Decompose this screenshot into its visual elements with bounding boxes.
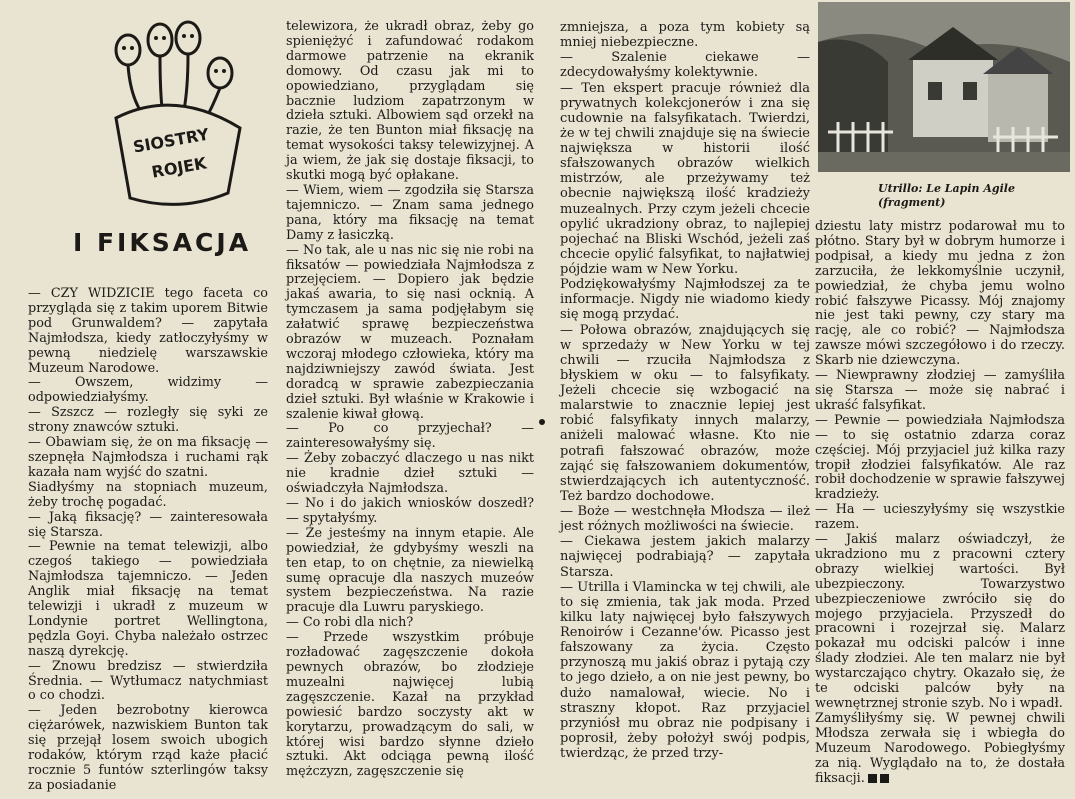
paragraph: — Ha — ucieszyłyśmy się wszystkie razem. <box>815 502 1065 533</box>
paragraph: — Ciekawa jestem jakich malarzy najwięcej podrabiają? — zapytała Starsza. <box>560 534 810 580</box>
paragraph: — Boże — westchnęła Młodsza — ileż jest różnych możliwości na świecie. <box>560 504 810 535</box>
paragraph: — Ten ekspert pracuje również dla prywatnych kolekcjonerów i zna się cudownie na falsyfikatach. Twierdzi, że w tej chwili znajduje się na świecie największa w historii ilość sfałszowanych obrazów wielkich mistrzów, ale przeżywamy też obecnie największą ilość kradzieży muzealnych. Przy czym jeżeli chcecie opylić ukradziony obraz, to najlepiej pojechać na Bliski Wschód, jeżeli zaś chcecie opylić falsyfikat, to najłatwiej pójdzie wam w New Yorku. <box>560 80 810 277</box>
paragraph: — Co robi dla nich? <box>286 615 414 631</box>
paragraph: — Wiem, wiem — zgodziła się Starsza tajemniczo. — Znam sama jednego pana, który ma fiksację na temat Damy z łasiczką. <box>286 182 534 243</box>
paragraph: Podziękowałyśmy Najmłodszej za te informacje. Nigdy nie wiadomo kiedy się mogą przydać. <box>560 277 810 323</box>
column-2 <box>286 20 534 780</box>
paragraph-text: Zamyśliłyśmy się. W pewnej chwili Młodsza zerwała się i wbiegła do Muzeum Narodowego. Pobiegłyśmy za nią. Wyglądało na to, że dostała fiksacji. <box>815 710 1065 786</box>
photo-caption: Utrillo: Le Lapin Agile (fragment) <box>878 182 1015 209</box>
logo-line-2: ROJEK <box>150 153 208 182</box>
paragraph: — Szalenie ciekawe — zdecydowałyśmy kolektywnie. <box>560 50 810 81</box>
paragraph: — Że jesteśmy na innym etapie. Ale powiedział, że gdybyśmy weszli na ten etap, to on chętnie, za niewielką sumę opracuje dla naszych muzeów system bezpieczeństwa. Na razie pracuje dla Luwru paryskiego. <box>286 525 534 616</box>
paragraph: — Szszcz — rozległy się syki ze strony znawców sztuki. <box>28 405 268 436</box>
paragraph: telewizora, że ukradł obraz, żeby go spieniężyć i zafundować rodakom darmowe patrzenie na ekranik domowy. Od czasu jak mi to opowiedziano, przyglądam się bacznie ludziom zapatrzonym w dzieła sztuki. Albowiem sąd orzekł na razie, że ten Bunton miał fiksację na temat wysokości taksy telewizyjnej. A ja wiem, że jak się dostaje fiksacji, to skutki mogą być opłakane. <box>286 19 534 184</box>
siostry-rojek-logo <box>100 18 250 214</box>
paragraph: — Znowu bredzisz — stwierdziła Średnia. — Wytłumacz natychmiast o co chodzi. <box>28 658 268 704</box>
end-mark-icon <box>880 774 889 783</box>
column-3 <box>560 20 810 761</box>
paragraph: — Połowa obrazów, znajdujących się w sprzedaży w New Yorku w tej chwili — rzuciła Najmłodsza z błyskiem w oku — to falsyfikaty. Jeżeli chcecie się wzbogacić na malarstwie to znacznie lepiej jest robić falsyfikaty innych malarzy, aniżeli malować własne. Kto nie potrafi fałszować obrazów, może zająć się fałszowaniem dokumentów, stwierdzających ich autentyczność. Też bardzo dochodowe. <box>560 322 810 504</box>
paragraph: — Jakiś malarz oświadczył, że ukradziono mu z pracowni cztery obrazy wielkiej wartości. Był ubezpieczony. Towarzystwo ubezpieczeniowe zwróciło się do mojego przyjaciela. Przyszedł do pracowni i rozejrzał się. Malarz pokazał mu odciski palców i inne ślady złodziei. Ale ten malarz nie był wystarczająco chytry. Okazało się, że te odciski palców były na wewnętrznej stronie szyb. No i wpadł. <box>815 532 1065 711</box>
logo-line-1: SIOSTRY <box>131 124 211 157</box>
paragraph: — Żeby zobaczyć dlaczego u nas nikt nie kradnie dzieł sztuki — oświadczyła Najmłodsza. <box>286 451 534 497</box>
column-separator-dot <box>539 419 545 425</box>
paragraph: — No i do jakich wniosków doszedł? — spytałyśmy. <box>286 496 534 526</box>
paragraph: — Po co przyjechał? — zainteresowałyśmy się. <box>286 421 534 452</box>
paragraph: Siadłyśmy na stopniach muzeum, żeby trochę pogadać. <box>28 479 268 510</box>
paragraph: — Jeden bezrobotny kierowca ciężarówek, nazwiskiem Bunton tak się przejął losem swoich ubogich rodaków, którym rząd każe płacić rocznie 5 funtów szterlingów taksy za posiadanie <box>28 703 268 793</box>
paragraph: — Przede wszystkim próbuje rozładować zagęszczenie dokoła pewnych obrazów, bo złodzieje muzealni najwięcej lubią zagęszczenie. Kazał na przykład powiesić bardzo soczysty akt w korytarzu, prowadzącym do sali, w której wisi bardzo słynne dzieło sztuki. Akt odciąga pewną ilość mężczyzn, zagęszczenie się <box>286 630 534 780</box>
article-headline: I FIKSACJA <box>72 228 252 257</box>
paragraph: — Pewnie na temat telewizji, albo czegoś takiego — powiedziała Najmłodsza tajemniczo. — Jeden Anglik miał fiksację na temat telewizji i ukradł z muzeum w Londynie portret Wellingtona, pędzla Goyi. Chyba należało ostrzec naszą dyrekcję. <box>28 539 268 659</box>
paragraph: — Niewprawny złodziej — zamyśliła się Starsza — może się nabrać i ukraść falsyfikat. <box>815 368 1065 413</box>
paragraph: — Owszem, widzimy — odpowiedziałyśmy. <box>28 375 268 406</box>
paragraph: zmniejsza, a poza tym kobiety są mniej niebezpieczne. <box>560 20 810 51</box>
end-mark-icon <box>868 774 877 783</box>
paragraph: — Utrilla i Vlamincka w tej chwili, ale to się zmienia, tak jak moda. Przed kilku laty najwięcej było fałszywych Renoirów i Cezanne'ów. Picasso jest fałszowany za życia. Często przynoszą mu jakiś obraz i pytają czy to jego dzieło, a on nie jest pewny, bo dużo namalował, wiecie. No i straszny kłopot. Raz przyjaciel przyniósł mu obraz nie podpisany i poprosił, żeby położył swój podpis, twierdząc, że przed trzy- <box>560 579 810 761</box>
paragraph: — Pewnie — powiedziała Najmłodsza — to się ostatnio zdarza coraz częściej. Mój przyjaciel już kilka razy tropił złodziei falsyfikatów. Ale raz robił dochodzenie w sprawie fałszywej kradzieży. <box>815 412 1065 503</box>
column-1 <box>28 287 268 794</box>
paragraph: — Jaką fiksację? — zainteresowała się Starsza. <box>28 509 268 540</box>
paragraph: — Obawiam się, że on ma fiksację — szepnęła Najmłodsza i ruchami rąk kazała nam wyjść do szatni. <box>28 435 268 480</box>
paragraph: — No tak, ale u nas nic się nie robi na fiksatów — powiedziała Najmłodsza z przejęciem. — Dopiero jak będzie jakaś awaria, to się nasi ocknią. A tymczasem ja sama podjęłabym się załatwić sprawę bezpieczeństwa obrazów w muzeach. Poznałam wczoraj młodego człowieka, który ma najdziwniejszy zawód świata. Jest doradcą w sprawie zabezpieczania dzieł sztuki. Był właśnie w Krakowie i szalenie kiwał głową. <box>286 242 534 422</box>
column-4 <box>815 220 1065 786</box>
paragraph: dziestu laty mistrz podarował mu to płótno. Stary był w dobrym humorze i podpisał, a kiedy mu jedna z żon zarzuciła, że lekkomyślnie uczynił, powiedział, że chyba jemu wolno robić fałszywe Picassy. Mój znajomy nie jest taki pewny, czy stary ma rację, ale co robić? — Najmłodsza zawsze mówi szczegółowo i do rzeczy. Skarb nie dziewczyna. <box>815 219 1065 369</box>
paragraph <box>815 712 1065 787</box>
painting-photo <box>818 2 1070 172</box>
paragraph: — CZY WIDZICIE tego faceta co przygląda się z takim uporem Bitwie pod Grunwaldem? — zapytała Najmłodsza, kiedy zatłoczyłyśmy w pewną niedzielę warszawskie Muzeum Narodowe. <box>28 286 268 376</box>
